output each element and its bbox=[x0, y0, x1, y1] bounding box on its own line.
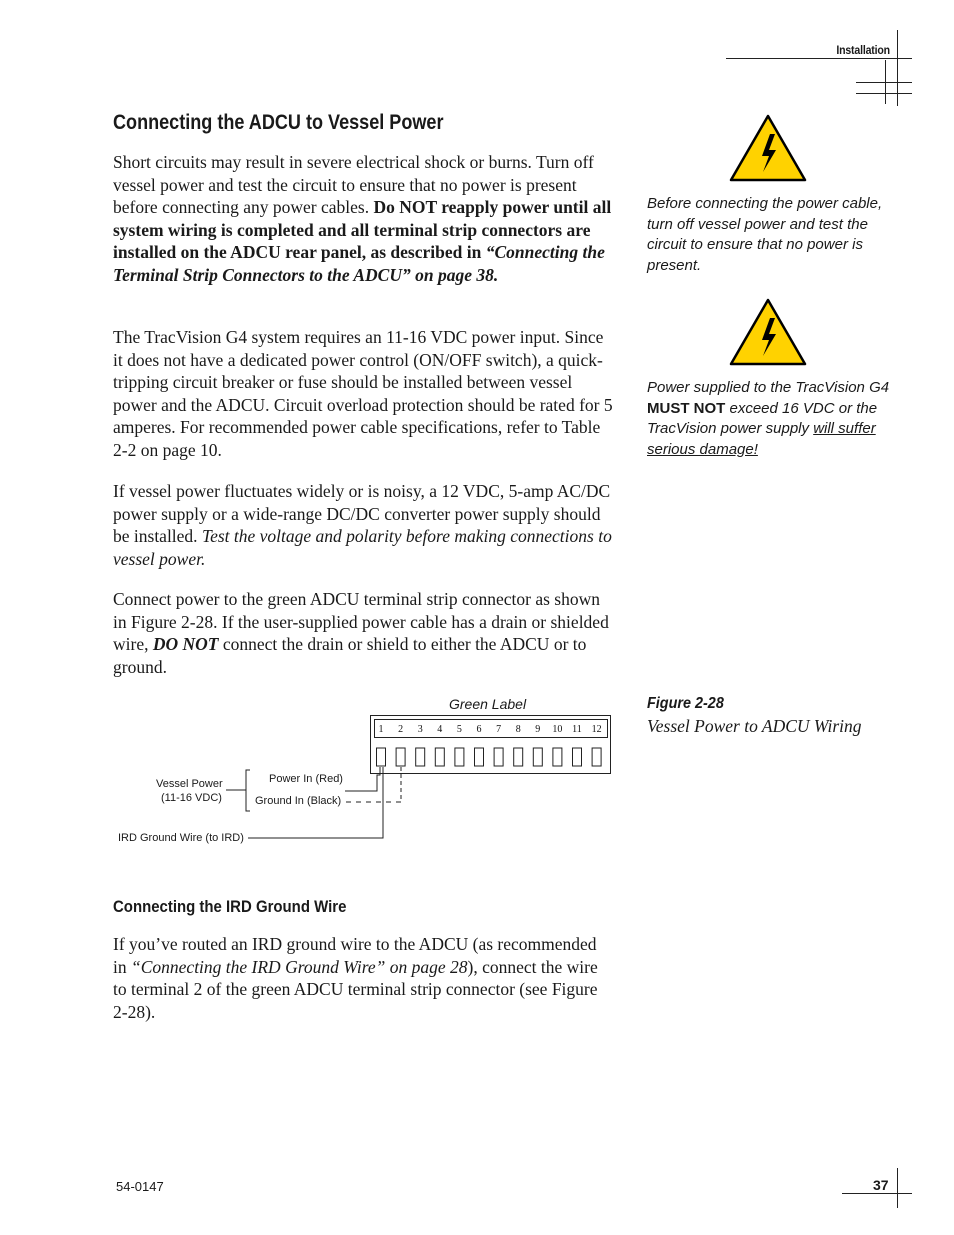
green-label-caption: Green Label bbox=[449, 696, 527, 712]
document-number: 54-0147 bbox=[116, 1179, 164, 1194]
terminal-socket-7 bbox=[494, 748, 503, 766]
figure-label: Figure 2-28 bbox=[647, 695, 724, 712]
terminal-number-10: 10 bbox=[552, 724, 563, 735]
figure-caption: Vessel Power to ADCU Wiring bbox=[647, 716, 862, 736]
terminal-number-3: 3 bbox=[417, 724, 423, 735]
terminal-socket-4 bbox=[435, 748, 444, 766]
terminal-socket-2 bbox=[396, 748, 405, 766]
terminal-number-11: 11 bbox=[572, 724, 582, 735]
paragraph-requirements: The TracVision G4 system requires an 11-16 VDC power input. Since it does not have a dedicated power control (ON/OFF switch), a quick-tripping circuit breaker or fuse should be installed between vessel power and the ADCU. Circuit overload protection should be rated for 5 amperes. For recommended power cable specifications, refer to Table 2-2 on page 10. bbox=[113, 327, 613, 460]
paragraph-fluctuation: If vessel power fluctuates widely or is noisy, a 12 VDC, 5-amp AC/DC power supply or a wide-range DC/DC converter power supply should be installed. Test the voltage and polarity before making connections to vessel power. bbox=[113, 481, 612, 569]
terminal-number-12: 12 bbox=[591, 724, 602, 735]
paragraph-connect-power: Connect power to the green ADCU terminal strip connector as shown in Figure 2-28. If the user-supplied power cable has a drain or shielded wire, DO NOT connect the drain or shield to either the ADCU or to ground. bbox=[113, 589, 609, 677]
terminal-socket-10 bbox=[553, 748, 562, 766]
terminal-number-2: 2 bbox=[398, 724, 404, 735]
terminal-number-9: 9 bbox=[535, 724, 541, 735]
terminal-number-4: 4 bbox=[437, 724, 443, 735]
vessel-power-label: Vessel Power bbox=[156, 778, 223, 790]
terminal-number-6: 6 bbox=[476, 724, 482, 735]
terminal-socket-12 bbox=[592, 748, 601, 766]
terminal-socket-3 bbox=[416, 748, 425, 766]
terminal-number-1: 1 bbox=[378, 724, 384, 735]
ird-ground-label: IRD Ground Wire (to IRD) bbox=[118, 832, 244, 844]
section-subtitle: Connecting the IRD Ground Wire bbox=[113, 897, 347, 916]
page-number: 37 bbox=[873, 1177, 889, 1193]
warning-note-2: Power supplied to the TracVision G4 MUST NOT exceed 16 VDC or the TracVision power supply will suffer serious damage! bbox=[647, 379, 890, 458]
warning-note-1: Before connecting the power cable, turn off vessel power and test the circuit to ensure that no power is present. bbox=[647, 195, 883, 274]
terminal-socket-6 bbox=[475, 748, 484, 766]
terminal-socket-5 bbox=[455, 748, 464, 766]
vessel-power-range: (11-16 VDC) bbox=[161, 792, 222, 804]
terminal-number-7: 7 bbox=[496, 724, 502, 735]
terminal-socket-1 bbox=[377, 748, 386, 766]
running-header: Installation bbox=[836, 43, 890, 57]
terminal-number-8: 8 bbox=[515, 724, 521, 735]
paragraph-ird-ground: If you’ve routed an IRD ground wire to the ADCU (as recommended in “Connecting the IRD Ground Wire” on page 28), connect the wire to terminal 2 of the green ADCU terminal strip connector (see Figure 2-28). bbox=[113, 934, 598, 1022]
ground-in-label: Ground In (Black) bbox=[255, 795, 342, 807]
page-title: Connecting the ADCU to Vessel Power bbox=[113, 111, 444, 134]
paragraph-safety: Short circuits may result in severe electrical shock or burns. Turn off vessel power and test the circuit to ensure that no power is present before connecting any power cables. Do NOT reapply power until all system wiring is completed and all terminal strip connectors are installed on the ADCU rear panel, as described in “Connecting the Terminal Strip Connectors to the ADCU” on page 38. bbox=[113, 152, 612, 285]
power-in-label: Power In (Red) bbox=[269, 773, 343, 785]
terminal-socket-9 bbox=[533, 748, 542, 766]
terminal-socket-11 bbox=[573, 748, 582, 766]
terminal-number-5: 5 bbox=[456, 724, 462, 735]
terminal-socket-8 bbox=[514, 748, 523, 766]
